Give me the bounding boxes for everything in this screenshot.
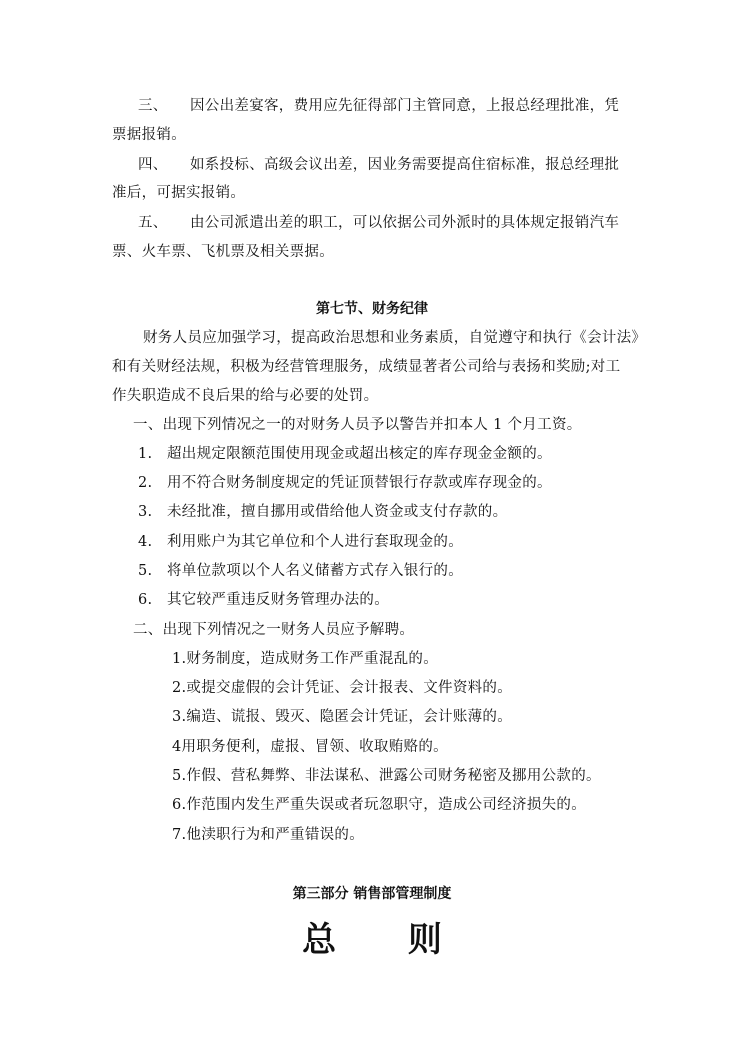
clause-4-number: 四、: [138, 157, 168, 173]
section-7-title: 第七节、财务纪律: [316, 301, 428, 317]
part-2-item: 1.财务制度，造成财务工作严重混乱的。: [172, 651, 439, 667]
part-2-item: 2.或提交虚假的会计凭证、会计报表、文件资料的。: [172, 680, 513, 696]
part-1-item-6-number: 6.: [138, 592, 153, 608]
part-1-item-3-text: 未经批准，擅自挪用或借给他人资金或支付存款的。: [167, 504, 508, 520]
clause-4-line2: 准后，可据实报销。: [112, 185, 246, 201]
clause-4-text: 如系投标、高级会议出差，因业务需要提高住宿标准，报总经理批: [190, 157, 620, 173]
part-2-item: 7.他渎职行为和严重错误的。: [172, 827, 365, 843]
part-1-item-4-number: 4.: [138, 534, 153, 550]
section-7-intro-line1: 财务人员应加强学习，提高政治思想和业务素质，自觉遵守和执行《会计法》: [143, 330, 647, 346]
part-2-item: 5.作假、营私舞弊、非法谋私、泄露公司财务秘密及挪用公款的。: [172, 768, 601, 784]
clause-3-number: 三、: [138, 98, 168, 114]
part-1-item-5-text: 将单位款项以个人名义储蓄方式存入银行的。: [167, 563, 463, 579]
clause-3-line2: 票据报销。: [112, 127, 186, 143]
part-2-item: 3.编造、谎报、毁灭、隐匿会计凭证，会计账薄的。: [172, 709, 513, 725]
part-1-item-1-text: 超出规定限额范围使用现金或超出核定的库存现金金额的。: [167, 446, 552, 462]
clause-5-line2: 票、火车票、飞机票及相关票据。: [112, 244, 334, 260]
part-2-item: 4用职务便利，虚报、冒领、收取贿赂的。: [172, 739, 448, 755]
part-1-item-2-text: 用不符合财务制度规定的凭证顶替银行存款或库存现金的。: [167, 475, 552, 491]
part-3-title: 第三部分 销售部管理制度: [292, 886, 452, 902]
clause-3-text: 因公出差宴客，费用应先征得部门主管同意，上报总经理批准，凭: [190, 98, 620, 114]
clause-3-line1: [138, 96, 619, 116]
part-1-item: [138, 532, 463, 552]
section-7-intro-line2: 和有关财经法规，积极为经营管理服务，成绩显著者公司给与表扬和奖励;对工: [112, 359, 621, 375]
part-1-item: [138, 444, 552, 464]
part-1-item: [138, 590, 389, 610]
part-1-item-6-text: 其它较严重违反财务管理办法的。: [167, 592, 389, 608]
part-1-item-1-number: 1.: [138, 446, 153, 462]
part-1-item-3-number: 3.: [138, 504, 153, 520]
clause-5-number: 五、: [138, 215, 168, 231]
general-rules-title: 总 则: [302, 920, 472, 960]
part-2-item: 6.作范围内发生严重失误或者玩忽职守，造成公司经济损失的。: [172, 797, 587, 813]
part-1-item: [138, 473, 552, 493]
part-1-item: [138, 561, 463, 581]
clause-5-line1: [138, 213, 619, 233]
part-1-item-5-number: 5.: [138, 563, 153, 579]
section-7-intro-line3: 作失职造成不良后果的给与必要的处罚。: [112, 388, 379, 404]
clause-4-line1: [138, 155, 619, 175]
part-1-heading: 一、出现下列情况之一的对财务人员予以警告并扣本人 1 个月工资。: [133, 417, 582, 433]
clause-5-text: 由公司派遣出差的职工，可以依据公司外派时的具体规定报销汽车: [190, 215, 620, 231]
part-1-item-2-number: 2.: [138, 475, 153, 491]
part-1-item-4-text: 利用账户为其它单位和个人进行套取现金的。: [167, 534, 463, 550]
part-2-heading: 二、出现下列情况之一财务人员应予解聘。: [133, 622, 415, 638]
part-1-item: [138, 502, 507, 522]
